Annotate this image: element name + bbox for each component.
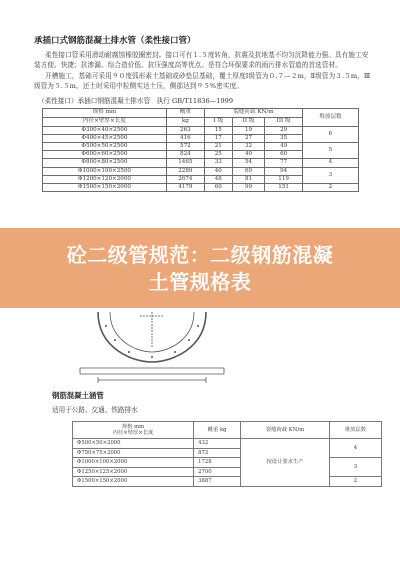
title-banner [0, 228, 400, 308]
table-cell: 3 [302, 167, 358, 183]
table-cell: 2289 [166, 167, 204, 175]
table-cell: 2674 [166, 175, 204, 183]
pipe-spec-document [34, 34, 374, 192]
table-row [43, 126, 359, 134]
table-cell: 3887 [194, 477, 241, 487]
table-cell: 35 [265, 134, 303, 142]
table-cell: 48 [204, 175, 232, 183]
pipe-cross-section-drawing [40, 308, 370, 386]
table-cell: 3 [329, 458, 381, 477]
table-row [73, 458, 382, 468]
table-cell: 19 [232, 126, 265, 134]
table-cell: Φ750×75×2000 [73, 448, 194, 458]
table-header-cell: 规格 mm 内径×壁厚×长度 [73, 422, 194, 439]
table-cell: 151 [265, 183, 303, 191]
table-cell: 15 [204, 126, 232, 134]
table-cell: 81 [232, 175, 265, 183]
table-cell: 按设计要求生产 [241, 439, 330, 487]
table-cell: 416 [166, 134, 204, 142]
table-cell: Φ1000×100×2000 [73, 458, 194, 468]
table-header-cell: 内径×壁厚×长度 [43, 117, 167, 126]
table-cell: 4 [302, 159, 358, 167]
table-cell: 29 [265, 126, 303, 134]
article-title-line: 砼二级管规范：二级钢筋混凝 [66, 243, 334, 267]
description-paragraph: 柔性接口管采用滑动耐腐蚀橡胶圈密封。接口可有１.５度转角，抗震及抗地基不均匀沉降能力强。具有施工安装方便、快捷；抗渗漏、综合造价低、抗压强度高等优点。是符合环保要求的雨污排水管道的首选管材。 [34, 51, 369, 70]
table-cell: 1465 [166, 159, 204, 167]
table-cell: 4 [329, 439, 381, 458]
table-cell: Φ1500×150×2000 [43, 183, 167, 191]
table-cell: Φ500×50×2000 [73, 439, 194, 449]
table-header-cell: 规格 mm [43, 108, 167, 117]
installation-paragraph: 开槽施工，基础可采用９０度弧形素土基础或砂垫层基础，覆土厚度Ⅰ级管为０.７—２m，Ⅱ级管为３.５m，Ⅲ级管为５.５m。还土时采用中粒侧实达土压，侧部达到９５%密实度。 [34, 71, 371, 91]
table-cell: 21 [204, 143, 232, 151]
document-heading: 承插口式钢筋混凝土排水管（柔性接口管） [34, 36, 196, 46]
table-cell: 5 [302, 143, 358, 159]
culvert-spec-table [72, 421, 382, 487]
table-cell: 263 [166, 126, 204, 134]
table-cell: 1728 [194, 458, 241, 468]
table-cell: 17 [204, 134, 232, 142]
table-cell: 40 [204, 167, 232, 175]
table-header-cell: 概重 [166, 108, 204, 117]
table-cell: Φ1000×100×2500 [43, 167, 167, 175]
table-row [43, 143, 359, 151]
table-header-cell: II 级 [232, 117, 265, 126]
table-header-cell: 裂缝荷载 KN/m [241, 422, 330, 439]
table-cell: 6 [302, 126, 358, 142]
article-title [0, 242, 400, 296]
table-cell: 824 [166, 151, 204, 159]
table-header-cell: 堆放层数 [302, 108, 358, 126]
culvert-heading: 钢筋混凝土涵管 [52, 391, 104, 400]
table-cell: Φ500×50×2500 [43, 143, 167, 151]
table-header-cell: kg [166, 117, 204, 126]
table-cell: 54 [232, 159, 265, 167]
table-cell: 2 [329, 477, 381, 487]
table-header-cell: 堆放层数 [329, 422, 381, 439]
table-row [73, 477, 382, 487]
table-cell: 77 [265, 159, 303, 167]
table-header-cell: III 级 [265, 117, 303, 126]
table-header-cell: 裂缝荷载 KN/m [204, 108, 302, 117]
table-cell: 2700 [194, 467, 241, 477]
table-caption: （柔性接口）承插口钢筋混凝土排水管 执行 GB/T11836—1999 [38, 96, 234, 105]
table-cell: Φ600×60×2500 [43, 151, 167, 159]
table-row [43, 183, 359, 191]
table-cell: 119 [265, 175, 303, 183]
table-cell: 4179 [166, 183, 204, 191]
table-header-cell: I 级 [204, 117, 232, 126]
table-cell: 872 [194, 448, 241, 458]
culvert-subtitle: 适用于公路、交通、铁路排水 [52, 406, 138, 414]
table-row [43, 167, 359, 175]
table-cell: 60 [265, 151, 303, 159]
table-header-cell: 概重 kg [194, 422, 241, 439]
table-cell: Φ1200×120×2000 [43, 175, 167, 183]
table-cell: 94 [265, 167, 303, 175]
table-row [73, 439, 382, 449]
table-cell: 99 [232, 183, 265, 191]
table-cell: 2 [302, 183, 358, 191]
table-cell: 33 [204, 159, 232, 167]
table-row [43, 159, 359, 167]
table-cell: 49 [265, 143, 303, 151]
socket-pipe-spec-table [42, 108, 359, 193]
table-cell: Φ1250×125×2000 [73, 467, 194, 477]
table-cell: Φ1500×150×2000 [73, 477, 194, 487]
table-cell: 32 [232, 143, 265, 151]
table-cell: 69 [232, 167, 265, 175]
table-cell: Φ800×80×2500 [43, 159, 167, 167]
table-cell: 27 [232, 134, 265, 142]
table-cell: 432 [194, 439, 241, 449]
table-cell: 25 [204, 151, 232, 159]
article-title-line: 土管规格表 [148, 270, 252, 294]
table-cell: 572 [166, 143, 204, 151]
table-cell: Φ300×40×2500 [43, 126, 167, 134]
table-cell: 40 [232, 151, 265, 159]
table-cell: Φ400×45×2500 [43, 134, 167, 142]
table-cell: 60 [204, 183, 232, 191]
